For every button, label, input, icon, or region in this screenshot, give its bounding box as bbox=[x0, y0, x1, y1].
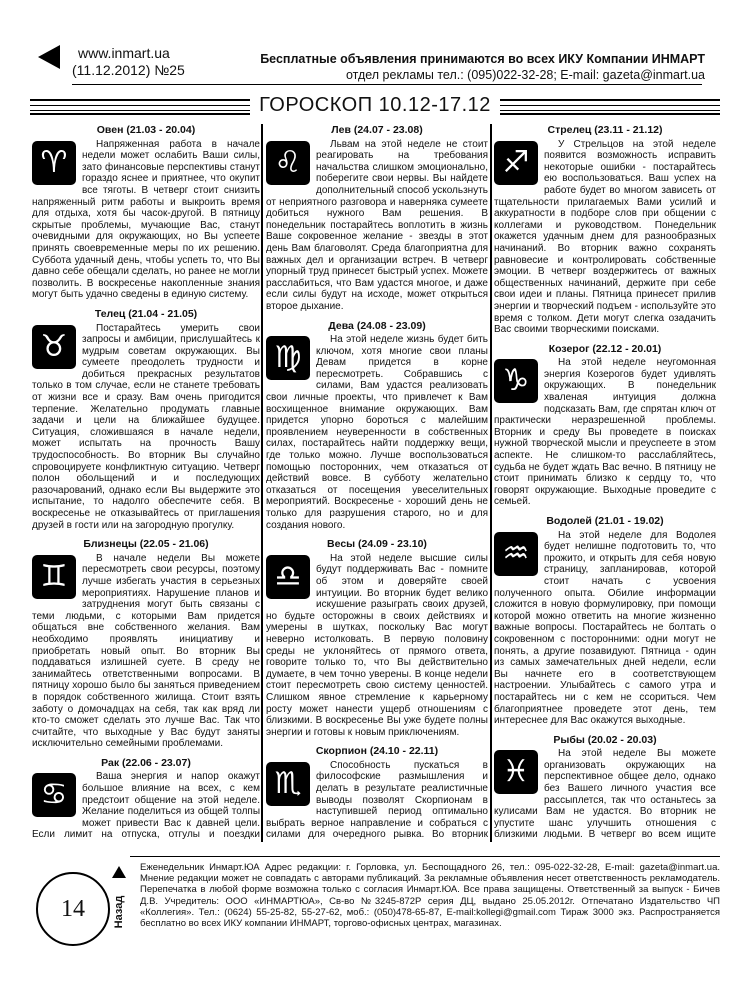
sign-text: В начале недели Вы можете пересмотреть свои ресурсы, поэтому лучше избегать участия в серьезных мероприятиях. Нарушение планов и затруднения могут быть связаны с теми людьми, с которыми Вам придется общаться вне собственного желания. Вам необходимо проявлять инициативу и приобретать новый опыт. Во вторник Вы поддаваться излишней суете. В среду не занимайтесь ответственными вопросами. В пятницу хорошо было бы заняться приведением в порядок собственного жилища. Стоит взять заботу о домочадцах на себя, так как вряд ли кто-то сможет сделать это лучше Вас. Так что считайте, что выходные у Вас будут заняты исключительно семейными проблемами. bbox=[32, 552, 260, 750]
aquarius-icon: ♒ bbox=[494, 532, 538, 576]
site-url[interactable]: www.inmart.ua bbox=[78, 45, 170, 61]
page-footer bbox=[0, 852, 750, 1000]
sign-title: Рак (22.06 - 23.07) bbox=[101, 756, 191, 769]
sign-title: Лев (24.07 - 23.08) bbox=[331, 125, 423, 136]
sign-scorpio bbox=[266, 746, 488, 840]
sign-title: Скорпион (24.10 - 22.11) bbox=[315, 745, 439, 758]
sign-taurus bbox=[32, 309, 260, 531]
sign-text: На этой неделе Вы можете организовать окружающих на перспективное общее дело, однако без Вашего личного участия все рассыплется, так что останьтесь за кулисами Вам не удастся. Во вторник не упустите шанс улучшить отношения с близкими людьми. В четверг во всем ищите bbox=[494, 748, 716, 840]
sign-leo bbox=[266, 125, 488, 313]
scorpio-icon: ♏ bbox=[266, 762, 310, 806]
sign-text: Ваша энергия и напор окажут большое влияние на всех, с кем предстоит общение на этой неделе. Желание поделиться из общей толпы может привести Вас к давней цели. Если лимит на отпуска, отгулы и поездки bbox=[32, 771, 260, 840]
sign-sagittarius bbox=[494, 125, 716, 336]
virgo-icon: ♍ bbox=[266, 336, 310, 380]
sign-title: Стрелец (23.11 - 21.12) bbox=[547, 125, 663, 136]
pisces-icon: ♓ bbox=[494, 750, 538, 794]
column-divider bbox=[261, 124, 263, 842]
capricorn-icon: ♑ bbox=[494, 359, 538, 403]
arrow-left-icon bbox=[38, 45, 60, 69]
title-band bbox=[30, 96, 720, 118]
title-rule-right bbox=[500, 99, 720, 115]
page-title: ГОРОСКОП 10.12-17.12 bbox=[259, 94, 491, 116]
issue-date: (11.12.2012) №25 bbox=[72, 62, 185, 78]
sagittarius-icon: ♐ bbox=[494, 141, 538, 185]
header-contacts: отдел рекламы тел.: (095)022-32-28; E-mail: gazeta@inmart.ua bbox=[345, 68, 705, 82]
page-number: 14 bbox=[36, 872, 110, 946]
leo-icon: ♌ bbox=[266, 141, 310, 185]
sign-virgo bbox=[266, 321, 488, 532]
column-middle bbox=[266, 125, 488, 840]
sign-text: На этой неделе высшие силы будут поддерживать Вас - помните об этом и доверяйте своей интуиции. Во вторник будет велико искушение разыграть своих друзей, но будьте осторожны в своих действиях и умерены в шутках, поскольку Вас могут неверно истолковать. В первую половину среды не уклоняйтесь от прямого ответа, говорите только то, что Вы действительно думаете, в чем точно уверены. В конце недели стоит пересмотреть свою систему ценностей. Слишком явное стремление к карьерному росту может нанести ущерб отношениям с близкими. В воскресенье Вы уже будете полны энергии и готовы к новым приключениям. bbox=[266, 552, 488, 738]
sign-title: Весы (24.09 - 23.10) bbox=[327, 538, 427, 551]
imprint-text: Еженедельник Инмарт.ЮА Адрес редакции: г. Горловка, ул. Беспощадного 26, тел.: 095-022-32-28, E-mail: gazeta@inmart.ua. Мнение редакции может не совпадать с авторами публикаций. За рекламные объявления несет ответственность рекламодатель. Перепечатка в любой форме возможна только с согласия Инмарт.ЮА. Все права защищены. Ответственный за выпуск - Бичев Д.В. Учредитель: ООО «ИНМАРТЮА», Св-во №3245-872Р серия ДЦ, выдано 25.05.2012г. Отпечатано Издательство ЧП «Коллегия». Тел.: (0624) 55-25-82, 55-27-62, моб.: (050)478-65-87, E-mail:kollegi@gmail.com Тираж 3000 экз. Распространяется бесплатно во всех ИКУ компании ИНМАРТ, торгово-офисных центрах, магазинах. bbox=[140, 862, 720, 930]
header-tagline: Бесплатные объявления принимаются во всех ИКУ Компании ИНМАРТ bbox=[260, 52, 705, 66]
footer-divider bbox=[130, 856, 720, 857]
sign-text: Львам на этой неделе не стоит реагировать на требования начальства слишком эмоционально, поберегите свои нервы. Вы найдете дополнительный способ ускользнуть от неприятного разговора и наверняка сумеете добиться нужного Вам решения. В понедельник постарайтесь воплотить в жизнь Ваше сокровенное желание - звезды в этот день Вам благоволят. Среда благоприятна для важных дел и организации встреч. В четверг упорный труд принесет быстрый успех. Можете расслабиться, что Вам удастся многое, и даже если силы будут на исходе, может открыться второе дыхание. bbox=[266, 138, 488, 312]
sign-title: Водолей (21.01 - 19.02) bbox=[546, 515, 664, 527]
gemini-icon: ♊ bbox=[32, 555, 76, 599]
cancer-icon: ♋ bbox=[32, 773, 76, 817]
sign-text: Способность пускаться в философские размышления и делать в результате реалистичные выводы позволят Скорпионам в наступившей период оптимально выбрать верное направление и собраться с силами для очередного рывка. Во вторник bbox=[266, 759, 488, 840]
back-button[interactable] bbox=[108, 866, 130, 952]
sign-title: Овен (21.03 - 20.04) bbox=[96, 125, 196, 136]
sign-pisces bbox=[494, 735, 716, 840]
column-right bbox=[494, 125, 716, 840]
sign-text: На этой неделе для Водолея будет нелишне подготовить то, что прожито, и открыть для себя новую страницу, запланировав, которой стоит начать с усвоения полученного опыта. Обилие информации сложится в новую формулировку, при помощи которой можно ответить на многие жизненно важные вопросы. Постарайтесь не болтать о сокровенном с посторонними: одни могут не понять, а другие позавидуют. Пятница - один из самых замечательных дней недели, если Вы начнете его в соответствующем настроении. Улыбайтесь с самого утра и постарайтесь ни с кем не ссориться. Чем благоприятнее проведете этот день, тем интереснее для Вас окажутся выходные. bbox=[494, 529, 716, 727]
aries-icon: ♈ bbox=[32, 141, 76, 185]
sign-text: Напряженная работа в начале недели может ослабить Ваши силы, зато финансовые перспективы станут гораздо яснее и приятнее, что окупит все тяготы. В четверг стоит снизить напряженный ритм работы и выкроить время для отдыха, хотя бы часок-другой. В пятницу скрытые проблемы, мучающие Вас, станут очевидными для окружающих, но Вы успеете принять своевременные меры по их решению. Суббота удачный день, чтобы успеть то, что Вы давно себе обещали сделать, но ранее не могли позволить. В воскресенье накопленные знания могут быть удачно сведены в единую систему. bbox=[32, 138, 260, 301]
header-divider bbox=[72, 84, 702, 85]
libra-icon: ♎ bbox=[266, 555, 310, 599]
sign-aquarius bbox=[494, 516, 716, 727]
sign-title: Дева (24.08 - 23.09) bbox=[328, 319, 426, 332]
title-rule-left bbox=[30, 99, 250, 115]
back-label: Назад bbox=[113, 895, 125, 929]
sign-title: Козерог (22.12 - 20.01) bbox=[548, 342, 662, 355]
column-left bbox=[32, 125, 260, 840]
sign-title: Телец (21.04 - 21.05) bbox=[94, 307, 198, 320]
sign-libra bbox=[266, 539, 488, 738]
sign-cancer bbox=[32, 758, 260, 840]
sign-capricorn bbox=[494, 344, 716, 508]
sign-text: На этой неделе неугомонная энергия Козерогов будет удивлять окружающих. В понедельник хваленая интуиция должна подсказать Вам, где спрятан ключ от практически неразрешенной проблемы. Вторник и среду Вы проведете в поисках нужной творческой мысли и преуспеете в этом аспекте. Не слишком-то расслабляйтесь, судьба не будет ждать Вас вечно. В пятницу не стоит принимать близко к сердцу то, что говорят окружающие. Выходные проведите с семьей. bbox=[494, 357, 716, 508]
sign-aries bbox=[32, 125, 260, 301]
sign-title: Близнецы (22.05 - 21.06) bbox=[83, 538, 209, 551]
sign-text: На этой неделе жизнь будет бить ключом, хотя многие свои планы Девам придется в корне пересмотреть. Собравшись с силами, Вам удастся реализовать свои личные проекты, что привлечет к Вам восхищенное внимание окружающих. Вам придется упорно бороться с малейшим проявлением неуверенности в собственных силах, постарайтесь найти поддержку вещи, где только можно. Лучше воспользоваться помощью посторонних, чем отказаться от действий вовсе. В субботу желательно отказаться от посещения увеселительных мероприятий. Воскресенье - хороший день не только для разрушения старого, но и для создания нового. bbox=[266, 334, 488, 531]
taurus-icon: ♉ bbox=[32, 325, 76, 369]
sign-text: У Стрельцов на этой неделе появится возможность исправить некоторые ошибки - постарайтесь ею воспользоваться. Ваш успех на работе будет во многом зависеть от тщательности прилагаемых Вами усилий и аккуратности в подборе слов при общении с коллегами и руководством. Понедельник окажется удачным днем для разнообразных начинаний. Во вторник важно сохранять равновесие и контролировать собственные эмоции. В четверг воздержитесь от важных общественных начинаний, держите при себе свои идеи и планы. Пятница принесет прилив энергии и творческий подъем - используйте это время с толком. Дети могут слегка озадачить Вас своими творческими поисками. bbox=[494, 138, 716, 336]
sign-text: Постарайтесь умерить свои запросы и амбиции, прислушайтесь к мудрым советам окружающих. Вы сумеете преодолеть трудности и добиться прекрасных результатов только в том случае, если не станете требовать от жизни все и сразу. Вам очень пригодится терпение. Желательно продумать главные задачи и цели на ближайшее будущее. Ситуация, сложившаяся в начале недели, может испытать на прочность Вашу трудоспособность. Во вторник Вы случайно спровоцируете конфликтную ситуацию. Четверг полон обольщений и и последующих разочарований, однако если Вы выдержите это испытание, то надолго обеспечите себя. В воскресенье не отказывайтесь от приглашения друзей в гости или на загородную прогулку. bbox=[32, 322, 260, 531]
sign-title: Рыбы (20.02 - 20.03) bbox=[553, 733, 657, 746]
column-divider bbox=[490, 124, 492, 842]
sign-gemini bbox=[32, 539, 260, 750]
page-header bbox=[0, 0, 750, 88]
